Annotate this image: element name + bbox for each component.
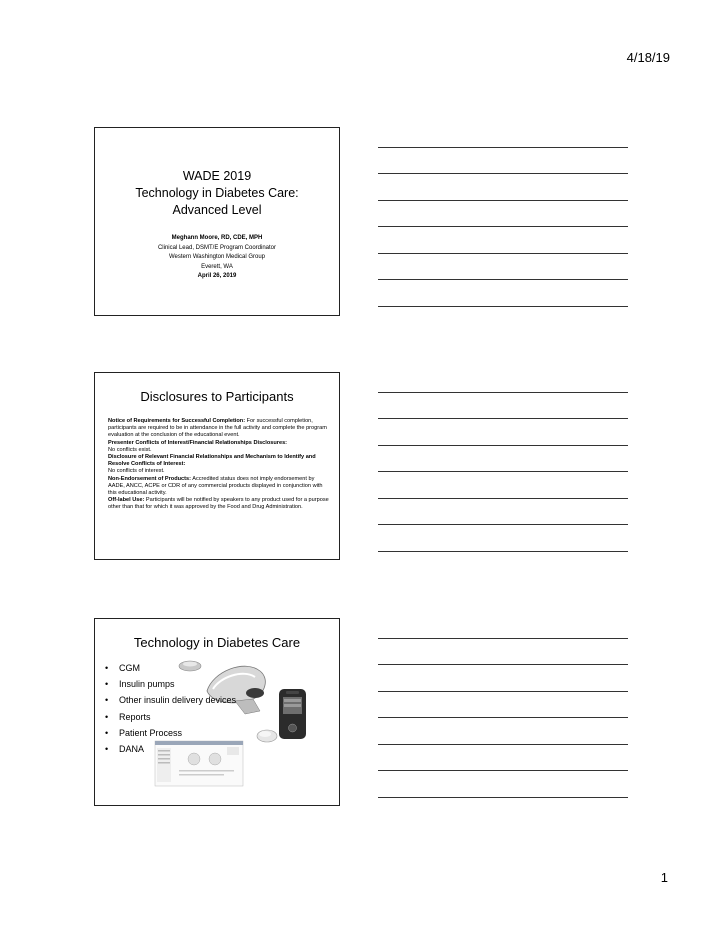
note-line xyxy=(378,173,628,174)
disclosure-heading: Presenter Conflicts of Interest/Financial Relationships Disclosures: xyxy=(108,439,288,446)
slide2-title: Disclosures to Participants xyxy=(140,389,294,404)
slide-disclosures xyxy=(94,372,340,560)
disclosure-text: No conflicts exist. xyxy=(108,446,152,453)
slide1-title xyxy=(95,168,339,219)
note-line xyxy=(378,691,628,692)
title-line: WADE 2019 xyxy=(182,169,252,183)
title-line: Advanced Level xyxy=(172,203,262,217)
disclosure-heading: Off-label Use: xyxy=(108,497,145,504)
presenter-org: Western Washington Medical Group xyxy=(168,254,266,260)
disclosure-paragraph xyxy=(108,497,329,511)
note-line xyxy=(378,770,628,771)
note-line xyxy=(378,498,628,499)
insulin-pump-image xyxy=(279,689,306,739)
disclosure-text: For successful completion, participants are required to be in attendance in the full activity and complete the program evaluation at the conclusion of the educational event. xyxy=(108,418,327,439)
slide-technology xyxy=(94,618,340,806)
disclosure-text: No conflicts of interest. xyxy=(108,468,165,475)
list-item: • DANA xyxy=(105,741,236,757)
disclosure-heading: Non-Endorsement of Products: xyxy=(108,475,191,482)
list-item: • Other insulin delivery devices xyxy=(105,692,236,708)
presenter-block xyxy=(95,234,339,282)
disclosure-heading: Disclosure of Relevant Financial Relationships and Mechanism to Identify and Resolve Conflicts of Interest: xyxy=(108,454,316,468)
slide-title xyxy=(94,127,340,316)
note-line xyxy=(378,306,628,307)
list-item: • Reports xyxy=(105,709,236,725)
slide3-title: Technology in Diabetes Care xyxy=(133,635,301,650)
disclosure-heading: Notice of Requirements for Successful Completion: xyxy=(108,418,246,424)
disclosure-paragraph xyxy=(108,454,329,468)
insulin-pod-image xyxy=(257,730,277,742)
page-number: 1 xyxy=(660,870,668,885)
note-line xyxy=(378,392,628,393)
disclosures-body xyxy=(108,418,329,512)
title-line: Technology in Diabetes Care: xyxy=(135,186,299,200)
note-line xyxy=(378,797,628,798)
list-item: • Patient Process xyxy=(105,725,236,741)
disclosure-paragraph xyxy=(108,440,329,447)
note-line xyxy=(378,226,628,227)
note-line xyxy=(378,471,628,472)
disclosure-text: Participants will be notified by speakers to any product used for a purpose other than that for which it was approved by the Food and Drug Administration. xyxy=(108,497,329,511)
disclosure-paragraph xyxy=(108,476,329,498)
note-line xyxy=(378,253,628,254)
note-line xyxy=(378,638,628,639)
note-line xyxy=(378,418,628,419)
header-date: 4/18/19 xyxy=(626,50,670,65)
note-line xyxy=(378,147,628,148)
presenter-location: Everett, WA xyxy=(201,263,233,270)
note-line xyxy=(378,445,628,446)
note-line xyxy=(378,524,628,525)
list-item: • CGM xyxy=(105,660,236,676)
technology-list xyxy=(105,660,236,757)
list-item: • Insulin pumps xyxy=(105,676,236,692)
note-line xyxy=(378,279,628,280)
presenter-role: Clinical Lead, DSMT/E Program Coordinator xyxy=(157,244,277,251)
note-line xyxy=(378,664,628,665)
presentation-date: April 26, 2019 xyxy=(197,273,237,279)
note-line xyxy=(378,200,628,201)
disclosure-text: Accredited status does not imply endorsement by AADE, ANCC, ACPE or CDR of any commercial products displayed in conjunction with this educational activity. xyxy=(108,475,323,497)
note-line xyxy=(378,744,628,745)
note-line xyxy=(378,551,628,552)
note-line xyxy=(378,717,628,718)
presenter-name: Meghann Moore, RD, CDE, MPH xyxy=(171,235,263,241)
disclosure-paragraph xyxy=(108,418,329,440)
